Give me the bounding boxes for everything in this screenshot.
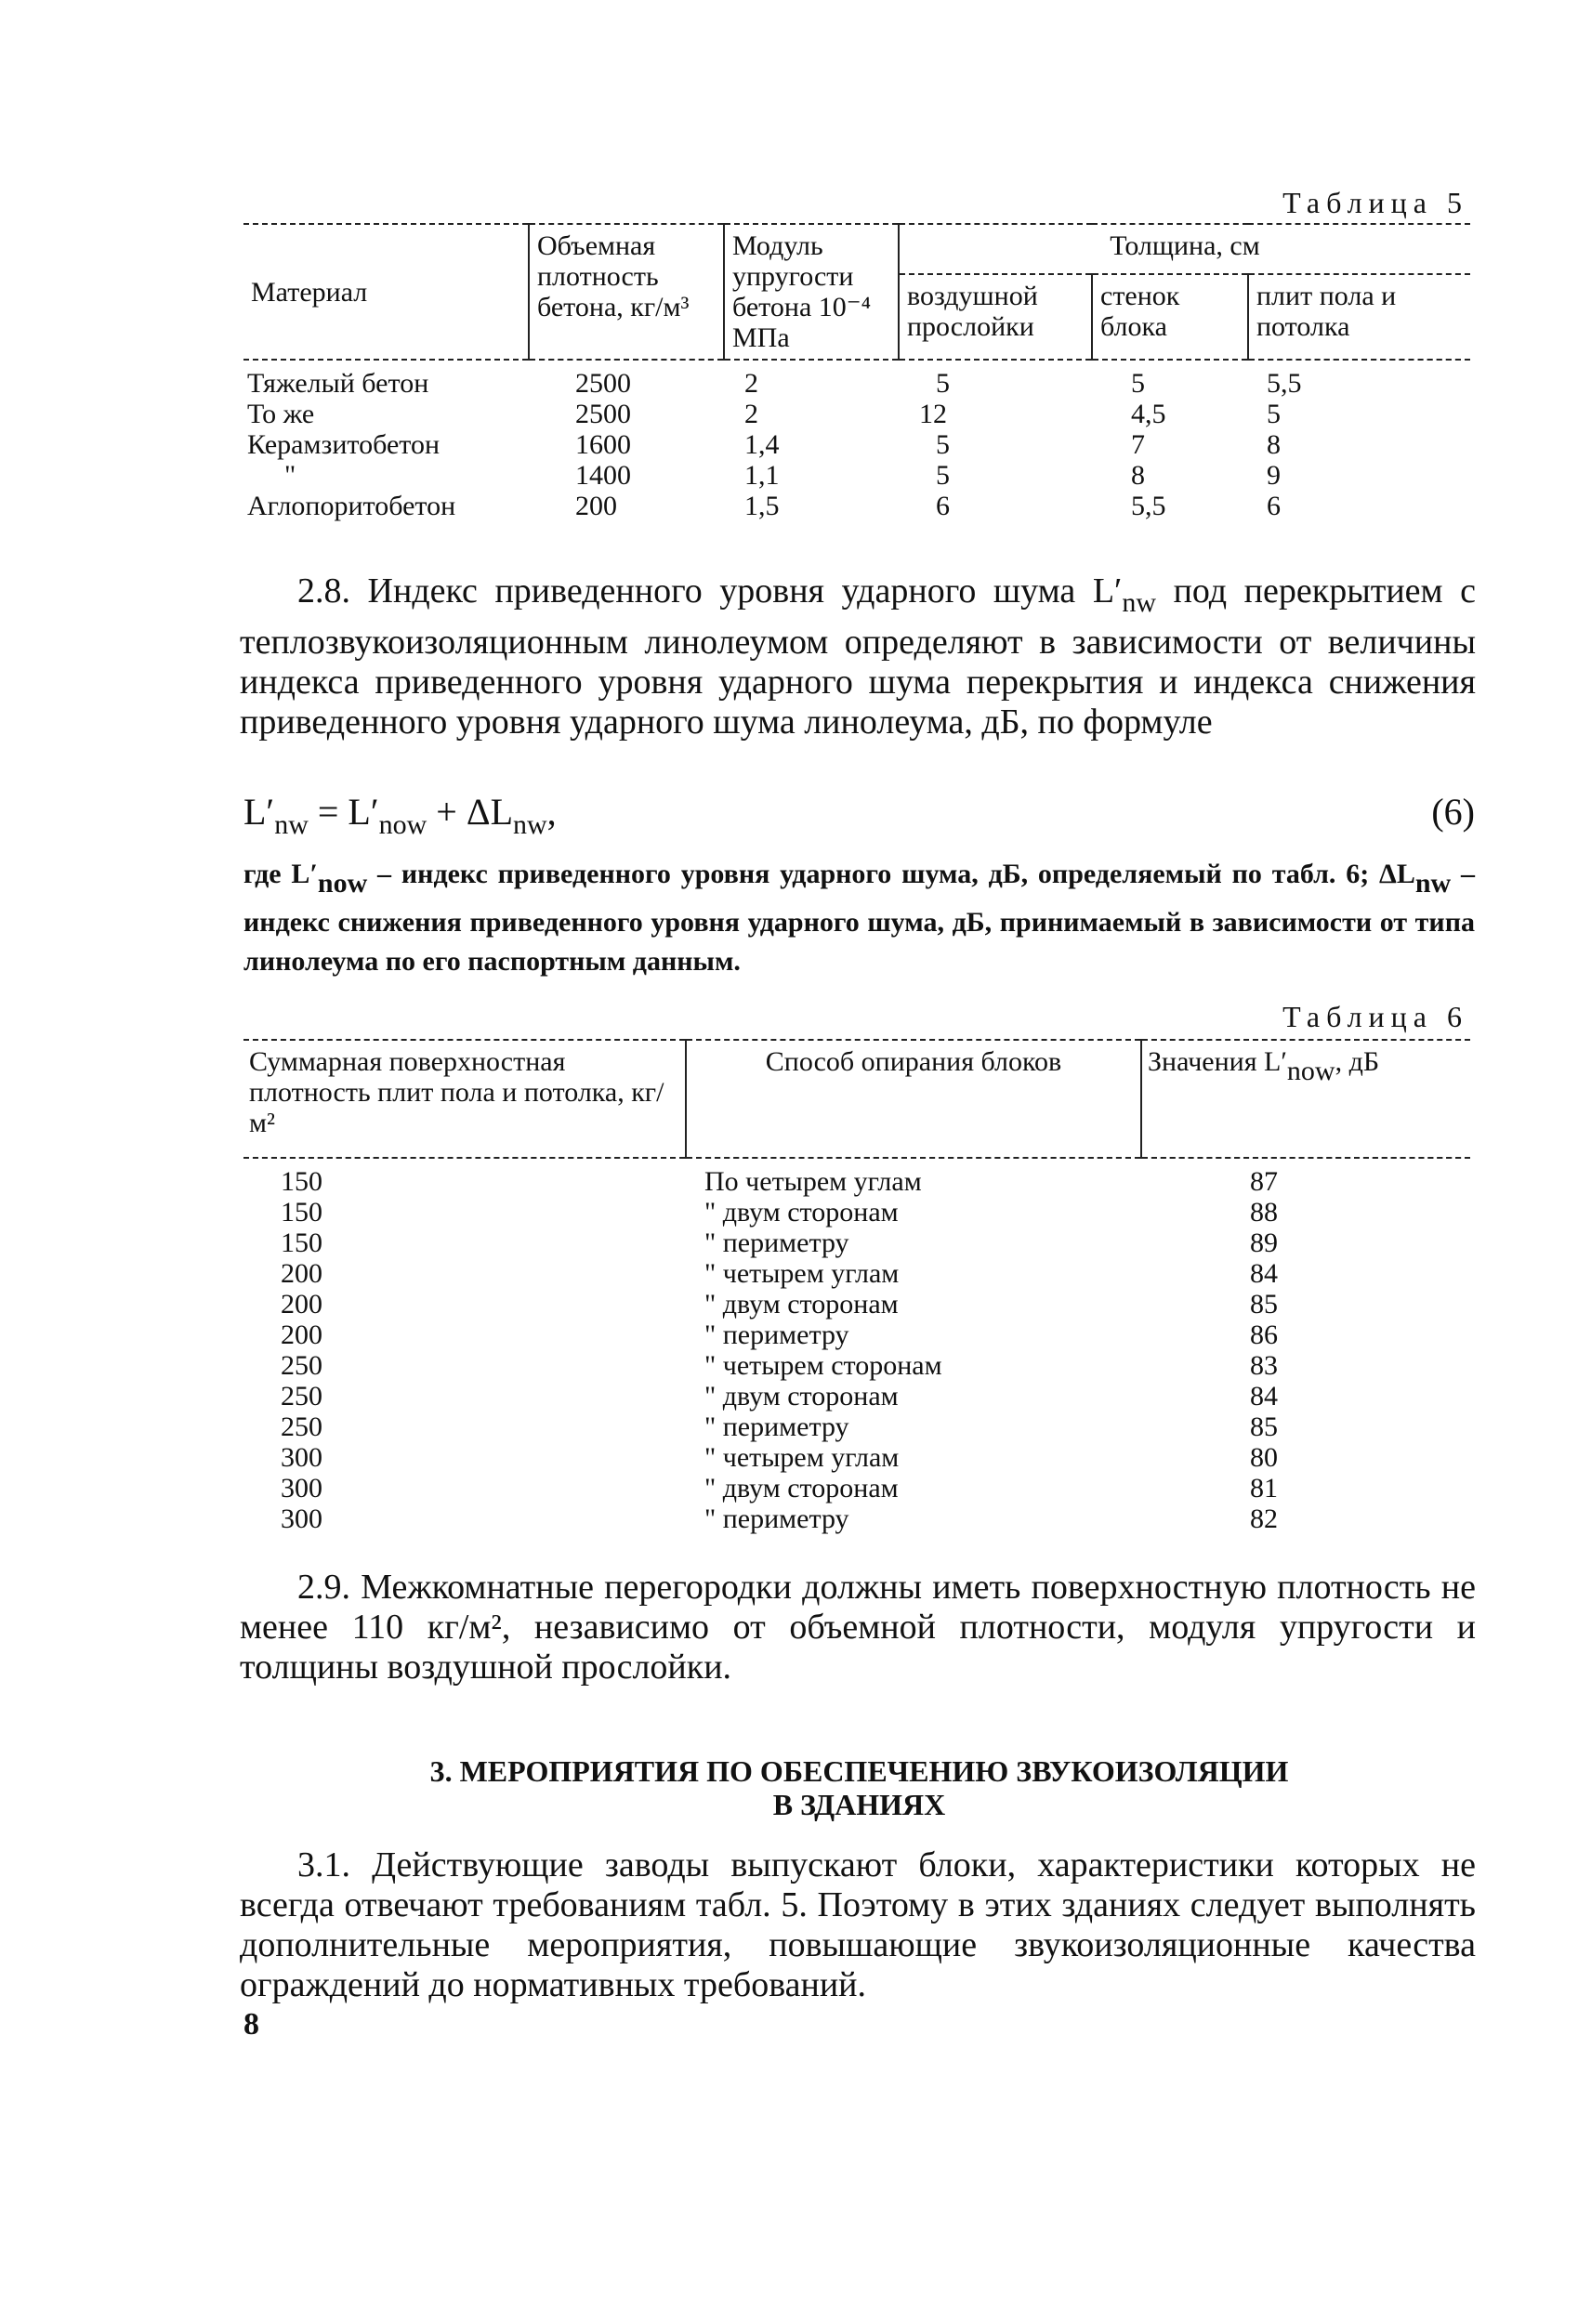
table-row bbox=[243, 429, 1470, 460]
symbol-subscript: nw bbox=[1122, 587, 1157, 618]
t6-cell: 84 bbox=[1250, 1258, 1278, 1289]
paragraph-number: 2.9. bbox=[297, 1568, 350, 1607]
t5-header-wall: стенок блока bbox=[1092, 274, 1248, 360]
heading-line: 3. МЕРОПРИЯТИЯ ПО ОБЕСПЕЧЕНИЮ ЗВУКОИЗОЛЯЦИИ bbox=[429, 1754, 1289, 1788]
formula-subscript: nw bbox=[274, 809, 309, 840]
t5-header-plate: плит пола и потолка bbox=[1248, 274, 1470, 360]
section-3-heading bbox=[243, 1754, 1475, 1821]
formula-explanation bbox=[243, 855, 1475, 981]
t5-header-density: Объемная плотность бетона, кг/м³ bbox=[529, 224, 724, 360]
table6 bbox=[243, 1039, 1470, 1534]
t6-cell: " четырем сторонам bbox=[704, 1350, 942, 1381]
t5-cell: 6 bbox=[936, 491, 950, 521]
t6-header-density: Суммарная поверхностная плотность плит пола и потолка, кг/м² bbox=[243, 1040, 686, 1158]
t6-cell: " периметру bbox=[704, 1411, 849, 1442]
t5-cell: 200 bbox=[575, 491, 617, 521]
t6-header-value-unit: , дБ bbox=[1335, 1046, 1380, 1077]
t6-cell: " двум сторонам bbox=[704, 1197, 899, 1228]
t6-cell: 82 bbox=[1250, 1503, 1278, 1534]
symbol: L′ bbox=[1092, 571, 1123, 611]
paragraph-2-9 bbox=[240, 1568, 1476, 1687]
t6-cell: " четырем углам bbox=[704, 1258, 900, 1289]
t5-cell: 1,5 bbox=[744, 491, 780, 521]
t5-cell: 5 bbox=[936, 368, 950, 399]
t5-cell: 1,4 bbox=[744, 429, 780, 460]
table-row bbox=[243, 1503, 1470, 1534]
paragraph-text: Индекс приведенного уровня ударного шума bbox=[367, 571, 1093, 611]
page-number: 8 bbox=[243, 2007, 259, 2042]
t6-cell: " периметру bbox=[704, 1320, 849, 1350]
t5-cell: 8 bbox=[1131, 460, 1145, 491]
table-row bbox=[243, 360, 1470, 399]
t6-header-value bbox=[1141, 1040, 1470, 1158]
t5-cell: 4,5 bbox=[1131, 399, 1166, 429]
t6-cell: 85 bbox=[1250, 1289, 1278, 1320]
t6-cell: 89 bbox=[1250, 1228, 1278, 1258]
table-row bbox=[243, 460, 1470, 491]
t5-cell: Тяжелый бетон bbox=[247, 368, 429, 399]
formula-subscript: nw bbox=[513, 809, 547, 840]
t6-cell: " двум сторонам bbox=[704, 1381, 899, 1411]
t5-cell: 1400 bbox=[575, 460, 631, 491]
t5-cell: 9 bbox=[1267, 460, 1281, 491]
t6-cell: 84 bbox=[1250, 1381, 1278, 1411]
formula-subscript: now bbox=[378, 809, 427, 840]
table5 bbox=[243, 223, 1470, 521]
table-row bbox=[243, 1350, 1470, 1381]
heading-line: В ЗДАНИЯХ bbox=[772, 1788, 946, 1821]
table-row bbox=[243, 1411, 1470, 1442]
t6-cell: 80 bbox=[1250, 1442, 1278, 1473]
table-row bbox=[243, 1381, 1470, 1411]
paragraph-number: 3.1. bbox=[297, 1845, 350, 1884]
explanation-text: – индекс снижения приведенного уровня ударного шума, дБ, принимаемый в зависимости от типа линолеума по его паспортным данным. bbox=[243, 859, 1475, 977]
t6-cell: 88 bbox=[1250, 1197, 1278, 1228]
t5-cell: Керамзитобетон bbox=[247, 429, 441, 460]
explanation-text: где L′ bbox=[243, 859, 318, 889]
table-row bbox=[243, 491, 1470, 521]
t5-cell: То же bbox=[247, 399, 315, 429]
table-row bbox=[243, 1442, 1470, 1473]
table6-caption: Таблица 6 bbox=[1282, 1000, 1468, 1033]
paragraph-3-1 bbox=[240, 1845, 1476, 2005]
t6-cell: 83 bbox=[1250, 1350, 1278, 1381]
table-row bbox=[243, 1320, 1470, 1350]
t5-cell: 2500 bbox=[575, 368, 631, 399]
formula-term: + ΔL bbox=[427, 791, 513, 833]
t6-cell: 250 bbox=[281, 1411, 322, 1442]
paragraph-text: Действующие заводы выпускают блоки, характеристики которых не всегда отвечают требованиям табл. 5. Поэтому в этих зданиях следует выполнять дополнительные мероприятия, повышающие звукоизоляционные качества ограждений до нормативных требований. bbox=[240, 1845, 1477, 2004]
t6-cell: " двум сторонам bbox=[704, 1473, 899, 1503]
t6-cell: 150 bbox=[281, 1197, 322, 1228]
paragraph-text: Межкомнатные перегородки должны иметь поверхностную плотность не менее 110 кг/м², независимо от объемной плотности, модуля упругости и толщины воздушной прослойки. bbox=[240, 1568, 1477, 1687]
t6-cell: " периметру bbox=[704, 1228, 849, 1258]
t6-cell: По четырем углам bbox=[704, 1166, 922, 1197]
table-row bbox=[243, 1289, 1470, 1320]
formula-term: L′ bbox=[243, 791, 275, 833]
formula-number: (6) bbox=[1431, 791, 1475, 833]
explanation-subscript: nw bbox=[1414, 868, 1452, 899]
t6-cell: 200 bbox=[281, 1289, 322, 1320]
t5-cell: 1600 bbox=[575, 429, 631, 460]
t6-cell: 250 bbox=[281, 1381, 322, 1411]
paragraph-text: под перекрытием с теплозвукоизоляционным линолеумом определяют в зависимости от величины индекса приведенного уровня ударного шума перекрытия и индекса снижения приведенного уровня ударного шума линолеума, дБ, по формуле bbox=[240, 571, 1477, 742]
t5-cell: 1,1 bbox=[744, 460, 780, 491]
t5-cell: " bbox=[284, 460, 296, 491]
table-row bbox=[243, 1158, 1470, 1197]
t6-cell: 300 bbox=[281, 1442, 322, 1473]
explanation-text: – индекс приведенного уровня ударного шума, дБ, определяемый по табл. 6; ΔL bbox=[367, 859, 1415, 889]
paragraph-number: 2.8. bbox=[297, 571, 350, 611]
t6-cell: 250 bbox=[281, 1350, 322, 1381]
t6-cell: 150 bbox=[281, 1228, 322, 1258]
t5-cell: 6 bbox=[1267, 491, 1281, 521]
t6-header-support: Способ опирания блоков bbox=[686, 1040, 1141, 1158]
t5-cell: 2 bbox=[744, 368, 758, 399]
table-row bbox=[243, 1197, 1470, 1228]
table-row bbox=[243, 1258, 1470, 1289]
t5-cell: 2500 bbox=[575, 399, 631, 429]
t6-cell: 200 bbox=[281, 1258, 322, 1289]
table-row bbox=[243, 1473, 1470, 1503]
t6-header-value-subscript: now bbox=[1286, 1056, 1335, 1086]
t6-cell: 81 bbox=[1250, 1473, 1278, 1503]
formula-punct: , bbox=[546, 791, 557, 833]
t5-cell: Аглопоритобетон bbox=[247, 491, 456, 521]
t6-cell: " двум сторонам bbox=[704, 1289, 899, 1320]
t6-cell: 86 bbox=[1250, 1320, 1278, 1350]
t6-cell: 200 bbox=[281, 1320, 322, 1350]
t5-header-material: Материал bbox=[243, 224, 529, 360]
formula-operator: = bbox=[308, 791, 348, 833]
t5-cell: 5 bbox=[1267, 399, 1281, 429]
t5-cell: 5,5 bbox=[1131, 491, 1166, 521]
t5-cell: 8 bbox=[1267, 429, 1281, 460]
t6-cell: " четырем углам bbox=[704, 1442, 900, 1473]
t5-cell: 12 bbox=[919, 399, 947, 429]
t5-header-thickness: Толщина, см bbox=[899, 224, 1470, 274]
t5-cell: 5,5 bbox=[1267, 368, 1302, 399]
t5-header-modulus: Модуль упругости бетона 10⁻⁴ МПа bbox=[724, 224, 899, 360]
t6-cell: 85 bbox=[1250, 1411, 1278, 1442]
t6-cell: 87 bbox=[1250, 1166, 1278, 1197]
t5-cell: 5 bbox=[936, 460, 950, 491]
t5-cell: 5 bbox=[1131, 368, 1145, 399]
table-row bbox=[243, 399, 1470, 429]
t5-cell: 7 bbox=[1131, 429, 1145, 460]
t5-cell: 2 bbox=[744, 399, 758, 429]
t5-cell: 5 bbox=[936, 429, 950, 460]
formula-6 bbox=[243, 790, 1475, 841]
explanation-subscript: now bbox=[317, 868, 368, 899]
t6-cell: 300 bbox=[281, 1503, 322, 1534]
table-row bbox=[243, 1228, 1470, 1258]
paragraph-2-8 bbox=[240, 571, 1476, 742]
t6-header-value-text: Значения L′ bbox=[1148, 1046, 1287, 1077]
formula-term: L′ bbox=[348, 791, 379, 833]
t5-header-air: воздушной прослойки bbox=[899, 274, 1092, 360]
t6-cell: 300 bbox=[281, 1473, 322, 1503]
t6-cell: " периметру bbox=[704, 1503, 849, 1534]
table5-caption: Таблица 5 bbox=[1282, 186, 1468, 219]
t6-cell: 150 bbox=[281, 1166, 322, 1197]
